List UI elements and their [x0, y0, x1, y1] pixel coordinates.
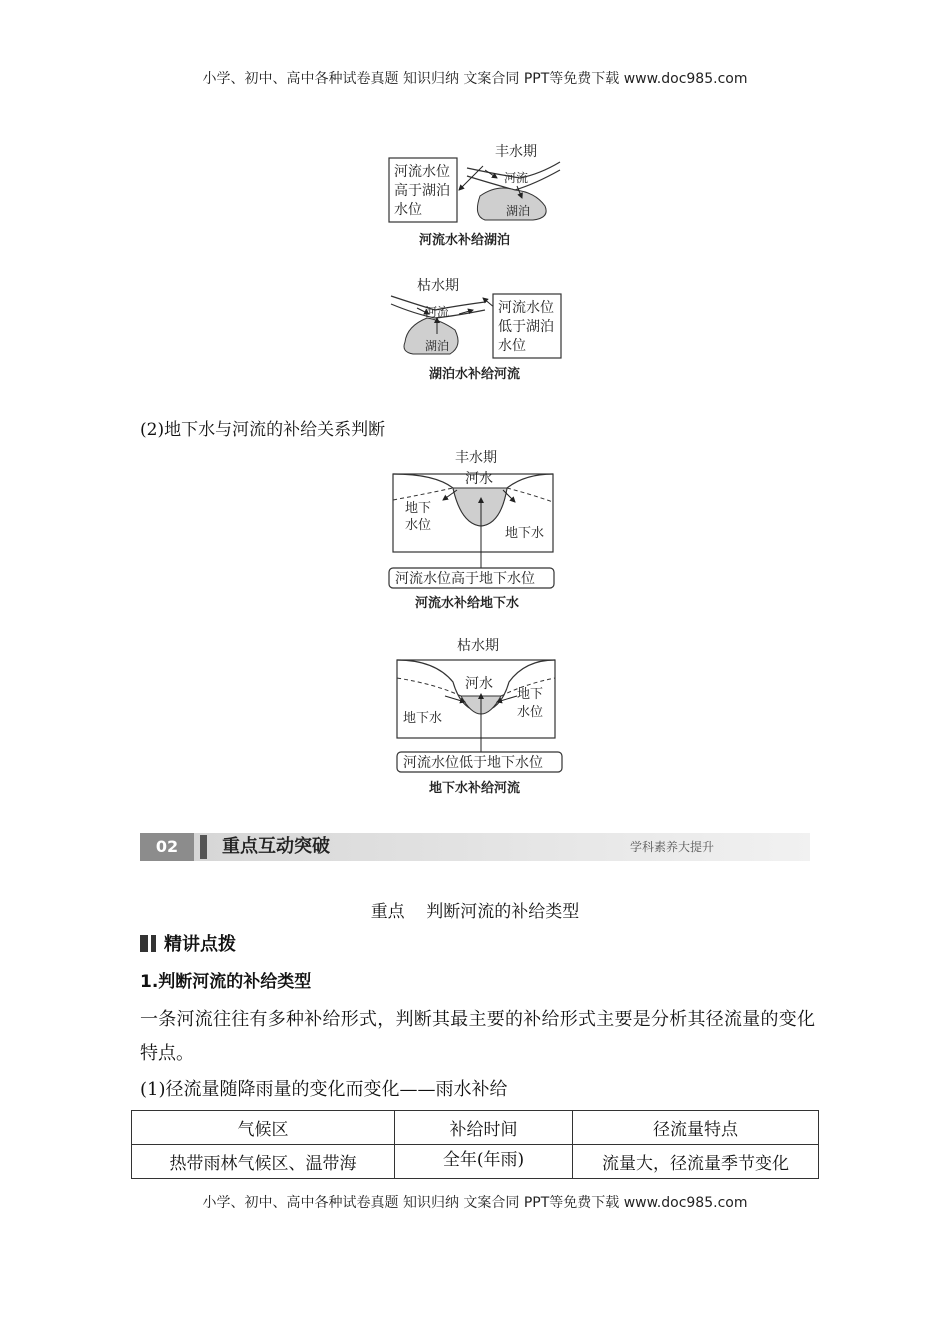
fig3-gw-label: 地下水	[505, 526, 545, 541]
table-cell: 全年(年雨)	[395, 1145, 573, 1179]
section-heading-text: 精讲点拨	[164, 934, 236, 955]
fig2-box-line1: 河流水位	[498, 300, 554, 316]
topic-title: 重点 判断河流的补给类型	[370, 902, 580, 922]
fig1-box-line3: 水位	[394, 202, 422, 218]
fig1-box-line1: 河流水位	[394, 164, 450, 180]
figure-river-to-groundwater	[385, 448, 560, 613]
section-heading	[140, 930, 236, 956]
fig2-lake-label: 湖泊	[425, 339, 450, 353]
heading-1: 1.判断河流的补给类型	[140, 972, 312, 992]
fig1-river-label: 河流	[504, 171, 529, 185]
fig2-river-label: 河流	[425, 305, 450, 319]
figure-river-to-lake	[385, 138, 565, 250]
table-header-cell: 气候区	[132, 1111, 395, 1145]
fig4-box-text: 河流水位低于地下水位	[403, 755, 543, 771]
fig3-box-text: 河流水位高于地下水位	[395, 571, 535, 587]
fig4-period: 枯水期	[457, 638, 499, 654]
fig1-lake-label: 湖泊	[506, 204, 531, 218]
banner-title: 重点互动突破	[222, 836, 330, 857]
table-header-cell: 补给时间	[395, 1111, 573, 1145]
paragraph: 一条河流往往有多种补给形式，判断其最主要的补给形式主要是分析其径流量的变化特点。	[140, 1009, 815, 1064]
fig3-water-label: 河水	[465, 471, 493, 487]
subheading: (2)地下水与河流的补给关系判断	[140, 420, 386, 440]
figure-lake-to-river	[385, 274, 565, 386]
fig4-caption: 地下水补给河流	[429, 781, 521, 796]
fig3-period: 丰水期	[455, 450, 497, 466]
fig3-caption: 河流水补给地下水	[415, 596, 520, 611]
banner-divider	[200, 835, 207, 859]
fig2-box-line2: 低于湖泊	[498, 319, 554, 335]
section-banner	[140, 833, 810, 861]
table-header-row	[132, 1111, 819, 1145]
banner-subtitle: 学科素养大提升	[629, 840, 714, 854]
page-header: 小学、初中、高中各种试卷真题 知识归纳 文案合同 PPT等免费下载 www.doc985.com	[202, 71, 748, 87]
banner-number: 02	[140, 833, 194, 861]
fig1-period: 丰水期	[495, 144, 537, 160]
fig2-period: 枯水期	[417, 278, 459, 294]
supply-table	[131, 1110, 819, 1179]
fig2-caption: 湖泊水补给河流	[429, 367, 521, 382]
table-row	[132, 1145, 819, 1179]
section-marker-icon	[140, 935, 148, 952]
paragraph-2: (1)径流量随降雨量的变化而变化——雨水补给	[140, 1079, 508, 1100]
table-header-cell: 径流量特点	[573, 1111, 819, 1145]
section-marker-icon-2	[151, 935, 156, 952]
fig3-gwlevel-2: 水位	[405, 518, 432, 533]
fig2-box-line3: 水位	[498, 338, 526, 354]
table-cell: 热带雨林气候区、温带海	[132, 1145, 395, 1179]
fig4-water-label: 河水	[465, 676, 493, 692]
fig4-gw-label: 地下水	[403, 711, 443, 726]
page-footer: 小学、初中、高中各种试卷真题 知识归纳 文案合同 PPT等免费下载 www.doc985.com	[202, 1195, 748, 1211]
table-cell: 流量大，径流量季节变化	[573, 1145, 819, 1179]
fig1-box-line2: 高于湖泊	[394, 183, 450, 199]
figure-groundwater-to-river	[385, 634, 565, 799]
fig3-gwlevel-1: 地下	[405, 501, 432, 516]
fig4-gwlevel-1: 地下	[517, 687, 544, 702]
fig4-gwlevel-2: 水位	[517, 705, 544, 720]
fig1-caption: 河流水补给湖泊	[419, 233, 511, 248]
